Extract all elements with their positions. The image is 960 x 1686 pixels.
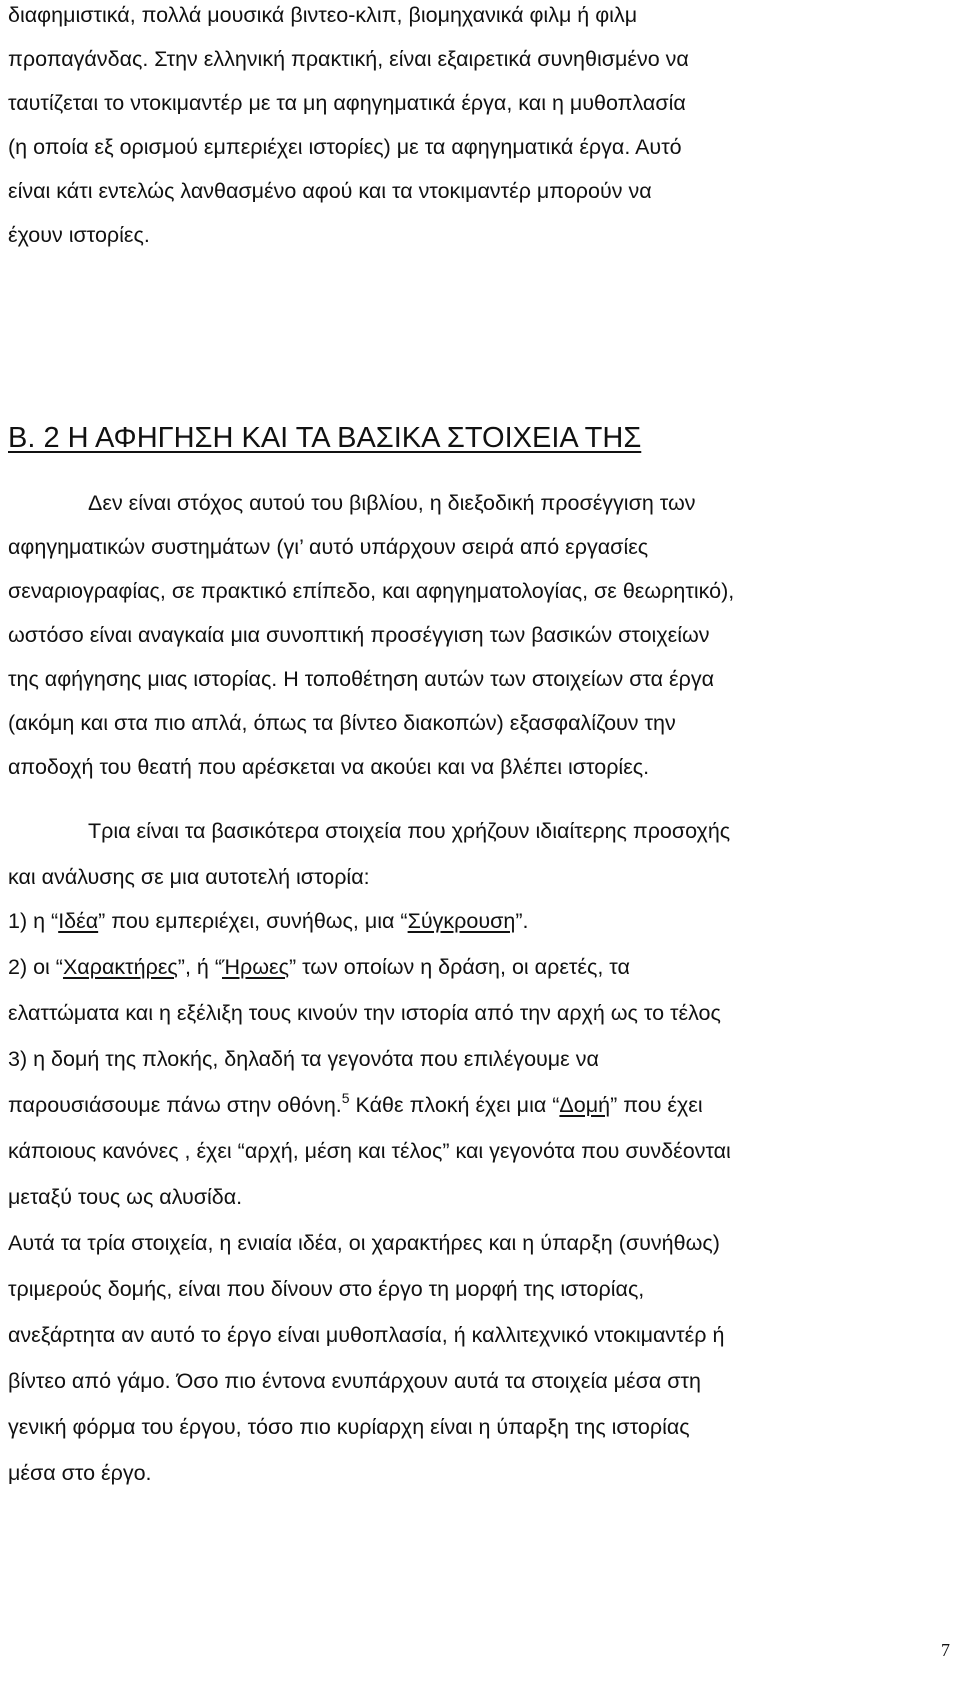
text-line: προπαγάνδας. Στην ελληνική πρακτική, είναι εξαιρετικά συνηθισμένο να: [8, 47, 689, 71]
section-heading: Β. 2 Η ΑΦΗΓΗΣΗ ΚΑΙ ΤΑ ΒΑΣΙΚΑ ΣΤΟΙΧΕΙΑ ΤΗΣ: [8, 422, 642, 454]
text-line: Δεν είναι στόχος αυτού του βιβλίου, η διεξοδική προσέγγιση των: [88, 491, 696, 515]
text-line: τριμερούς δομής, είναι που δίνουν στο έργο τη μορφή της ιστορίας,: [8, 1277, 645, 1301]
text-line: είναι κάτι εντελώς λανθασμένο αφού και τα ντοκιμαντέρ μπορούν να: [8, 179, 652, 203]
list-item-1: 1) η “Ιδέα” που εμπεριέχει, συνήθως, μια “Σύγκρουση”.: [8, 909, 529, 933]
text-line: (ακόμη και στα πιο απλά, όπως τα βίντεο διακοπών) εξασφαλίζουν την: [8, 711, 676, 735]
text-line: ωστόσο είναι αναγκαία μια συνοπτική προσέγγιση των βασικών στοιχείων: [8, 623, 710, 647]
text-line: γενική φόρμα του έργου, τόσο πιο κυρίαρχη είναι η ύπαρξη της ιστορίας: [8, 1415, 690, 1439]
text-line: μεταξύ τους ως αλυσίδα.: [8, 1185, 243, 1209]
text-line: της αφήγησης μιας ιστορίας. Η τοποθέτηση αυτών των στοιχείων στα έργα: [8, 667, 715, 691]
term-characters: Χαρακτήρες: [62, 955, 178, 979]
list-item-2: 2) οι “Χαρακτήρες”, ή “Ήρωες” των οποίων η δράση, οι αρετές, τα: [8, 955, 630, 979]
text-line: μέσα στο έργο.: [8, 1461, 152, 1485]
term-conflict: Σύγκρουση: [407, 909, 516, 933]
text-line: κάποιους κανόνες , έχει “αρχή, μέση και τέλος” και γεγονότα που συνδέονται: [8, 1139, 731, 1163]
text-line: ελαττώματα και η εξέλιξη τους κινούν την ιστορία από την αρχή ως το τέλος: [8, 1001, 721, 1025]
text-line: ταυτίζεται το ντοκιμαντέρ με τα μη αφηγηματικά έργα, και η μυθοπλασία: [8, 91, 686, 115]
term-structure: Δομή: [559, 1093, 611, 1117]
text-line: αποδοχή του θεατή που αρέσκεται να ακούει και να βλέπει ιστορίες.: [8, 755, 650, 779]
term-heroes: Ήρωες: [221, 955, 289, 979]
term-idea: Ιδέα: [58, 909, 99, 933]
list-item-3: 3) η δομή της πλοκής, δηλαδή τα γεγονότα που επιλέγουμε να: [8, 1047, 599, 1071]
text-line: βίντεο από γάμο. Όσο πιο έντονα ενυπάρχουν αυτά τα στοιχεία μέσα στη: [8, 1369, 701, 1393]
text-line: διαφημιστικά, πολλά μουσικά βιντεο-κλιπ, βιομηχανικά φιλμ ή φιλμ: [8, 3, 638, 27]
text-line: έχουν ιστορίες.: [8, 223, 150, 247]
text-line: παρουσιάσουμε πάνω στην οθόνη.$^5$ Κάθε πλοκή έχει μια “Δομή” που έχει: [8, 1090, 703, 1117]
text-line: Αυτά τα τρία στοιχεία, η ενιαία ιδέα, οι χαρακτήρες και η ύπαρξη (συνήθως): [8, 1231, 720, 1255]
footnote-marker: 5: [341, 1090, 350, 1106]
text-line: σεναριογραφίας, σε πρακτικό επίπεδο, και αφηγηματολογίας, σε θεωρητικό),: [8, 579, 735, 603]
text-line: ανεξάρτητα αν αυτό το έργο είναι μυθοπλασία, ή καλλιτεχνικό ντοκιμαντέρ ή: [8, 1323, 725, 1347]
text-line: αφηγηματικών συστημάτων (γι’ αυτό υπάρχουν σειρά από εργασίες: [8, 535, 649, 559]
text-line: Τρια είναι τα βασικότερα στοιχεία που χρήζουν ιδιαίτερης προσοχής: [88, 819, 731, 843]
page-number: 7: [941, 1640, 950, 1660]
text-line: (η οποία εξ ορισμού εμπεριέχει ιστορίες) με τα αφηγηματικά έργα. Αυτό: [8, 135, 682, 159]
text-line: και ανάλυσης σε μια αυτοτελή ιστορία:: [8, 865, 370, 889]
